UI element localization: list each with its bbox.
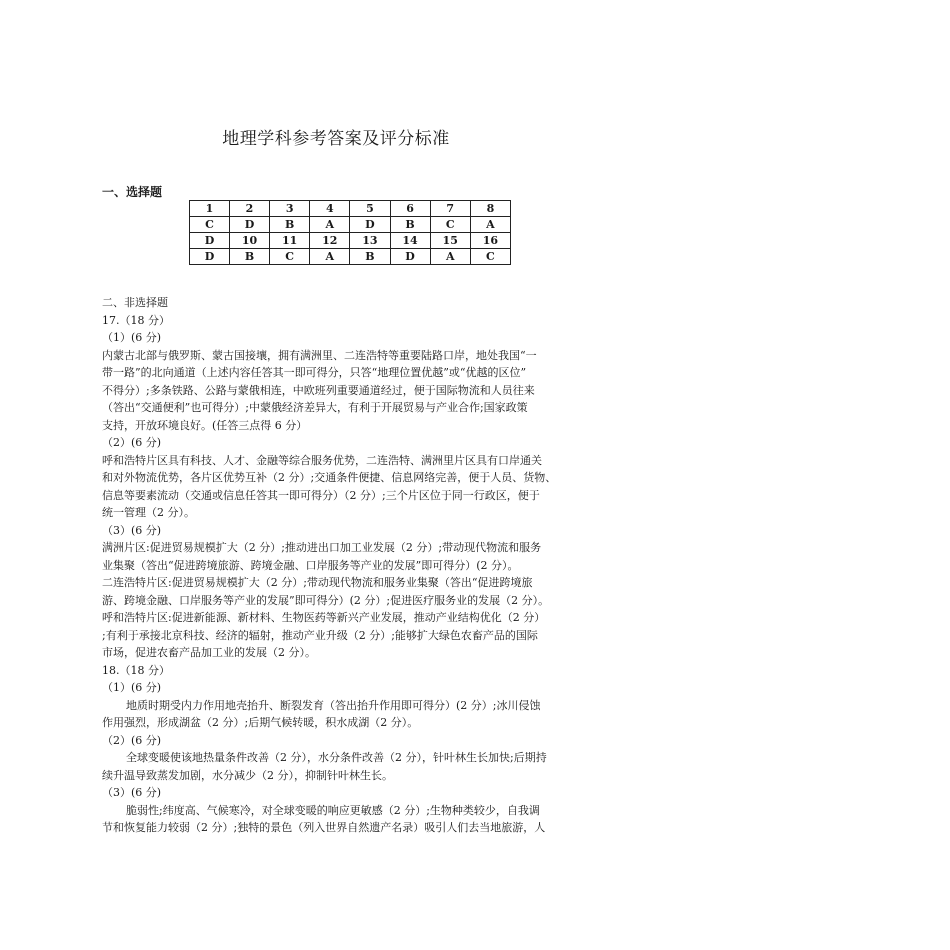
document-title: 地理学科参考答案及评分标准 <box>222 129 450 149</box>
answer-table-cell: 14 <box>390 233 430 249</box>
answer-table-cell: 3 <box>270 201 310 217</box>
answer-table-cell: 2 <box>229 201 269 217</box>
answer-table-cell: D <box>350 217 390 233</box>
text-line: 统一管理（2 分）。 <box>102 506 195 519</box>
text-line: 不得分）;多条铁路、公路与蒙俄相连，中欧班列重要通道经过，便于国际物流和人员往来 <box>102 383 535 397</box>
answer-table-cell: A <box>310 217 350 233</box>
text-line: 信息等要素流动（交通或信息任答其一即可得分）（2 分）;三个片区位于同一行政区，便于 <box>102 488 540 502</box>
text-line: 市场，促进农畜产品加工业的发展（2 分）。 <box>102 646 316 659</box>
answer-table-cell: A <box>430 249 470 265</box>
answer-table-cell: A <box>470 217 510 233</box>
text-line: 续升温导致蒸发加剧，水分减少（2 分），抑制针叶林生长。 <box>102 768 393 782</box>
text-line: 呼和浩特片区:促进新能源、新材料、生物医药等新兴产业发展，推动产业结构优化（2 分） <box>102 611 546 624</box>
answer-table-cell: 4 <box>310 201 350 217</box>
text-line: （2）(6 分) <box>102 436 162 449</box>
answer-table-cell: 16 <box>470 233 510 249</box>
answer-table-cell: B <box>350 249 390 265</box>
text-line: 业集聚（答出“促进跨境旅游、跨境金融、口岸服务等产业的发展”即可得分）(2 分）。 <box>102 558 519 572</box>
answer-table-cell: A <box>310 249 350 265</box>
text-line: 18.（18 分） <box>102 663 170 677</box>
answer-table <box>189 200 511 265</box>
answer-table-cell: 11 <box>270 233 310 249</box>
text-line: 满洲片区:促进贸易规模扩大（2 分）;推动进出口加工业发展（2 分）;带动现代物流和服务 <box>102 541 542 554</box>
answer-table-cell: 6 <box>390 201 430 217</box>
section-heading-choice: 一、选择题 <box>102 185 163 199</box>
answer-table-row <box>190 201 511 217</box>
answer-table-cell: D <box>229 217 269 233</box>
answer-table-cell: 10 <box>229 233 269 249</box>
answer-table-cell: 13 <box>350 233 390 249</box>
answer-table-cell: C <box>190 217 230 233</box>
answer-table-cell: D <box>390 249 430 265</box>
text-line: 二连浩特片区:促进贸易规模扩大（2 分）;带动现代物流和服务业集聚（答出“促进跨境旅 <box>102 576 533 589</box>
text-line: （答出“交通便利”也可得分）;中蒙俄经济差异大，有利于开展贸易与产业合作;国家政策 <box>102 401 528 414</box>
text-line: 作用强烈，形成湖盆（2 分）;后期气候转暖，积水成湖（2 分）。 <box>102 716 419 729</box>
text-line: 17.（18 分） <box>102 313 170 327</box>
answer-table-cell: 15 <box>430 233 470 249</box>
text-line: 二、非选择题 <box>102 296 168 309</box>
answer-table-cell: C <box>470 249 510 265</box>
text-line: 全球变暖使该地热量条件改善（2 分），水分条件改善（2 分），针叶林生长加快;后期持 <box>126 751 547 764</box>
answer-body <box>102 294 582 837</box>
text-line: （2）(6 分) <box>102 733 162 747</box>
text-line: （3）(6 分) <box>102 786 162 799</box>
answer-table-row <box>190 233 511 249</box>
text-line: 内蒙古北部与俄罗斯、蒙古国接壤，拥有满洲里、二连浩特等重要陆路口岸，地处我国“一 <box>102 348 537 362</box>
answer-table-cell: 7 <box>430 201 470 217</box>
text-line: ;有利于承接北京科技、经济的辐射，推动产业升级（2 分）;能够扩大绿色农畜产品的国际 <box>102 628 538 642</box>
answer-table-row <box>190 249 511 265</box>
answer-table-cell: C <box>270 249 310 265</box>
answer-table-cell: 12 <box>310 233 350 249</box>
answer-table-cell: B <box>229 249 269 265</box>
answer-table-cell: C <box>430 217 470 233</box>
text-line: 地质时期受内力作用地壳抬升、断裂发育（答出抬升作用即可得分）(2 分）;冰川侵蚀 <box>126 698 541 712</box>
answer-table-cell: D <box>190 233 230 249</box>
text-line: （1）(6 分) <box>102 331 162 344</box>
answer-table-cell: 1 <box>190 201 230 217</box>
answer-table-cell: 8 <box>470 201 510 217</box>
text-line: （1）(6 分) <box>102 681 162 694</box>
answer-table-cell: B <box>390 217 430 233</box>
text-line: 节和恢复能力较弱（2 分）;独特的景色（列入世界自然遗产名录）吸引人们去当地旅游，人 <box>102 821 546 834</box>
text-line: 支持，开放环境良好。(任答三点得 6 分） <box>102 418 308 432</box>
answer-table-row <box>190 217 511 233</box>
answer-table-cell: B <box>270 217 310 233</box>
answer-table-cell: 5 <box>350 201 390 217</box>
answer-table-cell: D <box>190 249 230 265</box>
text-line: 脆弱性;纬度高、气候寒冷，对全球变暖的响应更敏感（2 分）;生物种类较少，自我调 <box>126 803 540 817</box>
text-line: 游、跨境金融、口岸服务等产业的发展”即可得分）(2 分）;促进医疗服务业的发展（2 分）。 <box>102 593 550 607</box>
text-line: 带一路”的北向通道（上述内容任答其一即可得分，只答“地理位置优越”或“优越的区位” <box>102 366 527 379</box>
text-line: 和对外物流优势，各片区优势互补（2 分）;交通条件便捷、信息网络完善，便于人员、货物、 <box>102 471 557 484</box>
text-line: 呼和浩特片区具有科技、人才、金融等综合服务优势，二连浩特、满洲里片区具有口岸通关 <box>102 453 542 467</box>
text-line: （3）(6 分) <box>102 523 162 537</box>
